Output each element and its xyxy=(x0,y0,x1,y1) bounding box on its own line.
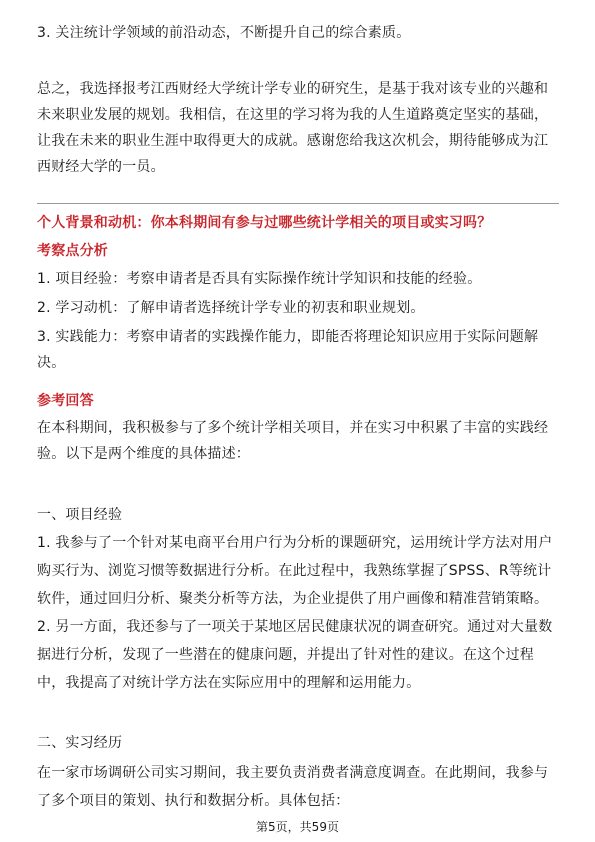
conclusion-line: 让我在未来的职业生涯中取得更大的成就。感谢您给我这次机会，期待能够成为江 xyxy=(37,133,549,149)
conclusion-line: 总之，我选择报考江西财经大学统计学专业的研究生，是基于我对该专业的兴趣和 xyxy=(37,81,549,97)
section-heading-projects: 一、项目经验 xyxy=(37,507,123,523)
analysis-heading: 考察点分析 xyxy=(37,243,108,259)
internship-line: 了多个项目的策划、执行和数据分析。具体包括： xyxy=(37,793,350,809)
page-number: 第5页，共59页 xyxy=(256,820,339,834)
section-divider xyxy=(37,203,559,204)
internship-line: 在一家市场调研公司实习期间，我主要负责消费者满意度调查。在此期间，我参与 xyxy=(37,765,549,781)
projects-line: 购买行为、浏览习惯等数据进行分析。在此过程中，我熟练掌握了SPSS、R等统计 xyxy=(37,563,552,579)
projects-line: 软件，通过回归分析、聚类分析等方法，为企业提供了用户画像和精准营销策略。 xyxy=(37,591,549,607)
analysis-item: 决。 xyxy=(37,355,66,371)
section-heading-internship: 二、实习经历 xyxy=(37,735,123,751)
projects-line: 1. 我参与了一个针对某电商平台用户行为分析的课题研究，运用统计学方法对用户 xyxy=(37,535,553,551)
analysis-item: 3. 实践能力：考察申请者的实践操作能力，即能否将理论知识应用于实际问题解 xyxy=(37,329,539,345)
analysis-item: 1. 项目经验：考察申请者是否具有实际操作统计学知识和技能的经验。 xyxy=(37,271,482,287)
list-item-3: 3. 关注统计学领域的前沿动态，不断提升自己的综合素质。 xyxy=(37,25,411,41)
internship-paragraph xyxy=(37,760,559,814)
answer-heading: 参考回答 xyxy=(37,393,94,409)
projects-line: 中，我提高了对统计学方法在实际应用中的理解和运用能力。 xyxy=(37,675,421,691)
answer-intro-line: 验。以下是两个维度的具体描述： xyxy=(37,446,250,462)
conclusion-line: 西财经大学的一员。 xyxy=(37,159,165,175)
question-title: 个人背景和动机：你本科期间有参与过哪些统计学相关的项目或实习吗？ xyxy=(37,215,492,231)
analysis-list xyxy=(37,266,559,376)
answer-intro-line: 在本科期间，我积极参与了多个统计学相关项目，并在实习中积累了丰富的实践经 xyxy=(37,420,549,436)
projects-line: 据进行分析，发现了一些潜在的健康问题，并提出了针对性的建议。在这个过程 xyxy=(37,647,534,663)
conclusion-paragraph xyxy=(37,76,559,180)
projects-paragraph xyxy=(37,530,559,696)
answer-intro xyxy=(37,415,559,467)
conclusion-line: 未来职业发展的规划。我相信，在这里的学习将为我的人生道路奠定坚实的基础， xyxy=(37,107,549,123)
analysis-item: 2. 学习动机：了解申请者选择统计学专业的初衷和职业规划。 xyxy=(37,300,425,316)
projects-line: 2. 另一方面，我还参与了一项关于某地区居民健康状况的调查研究。通过对大量数 xyxy=(37,619,553,635)
